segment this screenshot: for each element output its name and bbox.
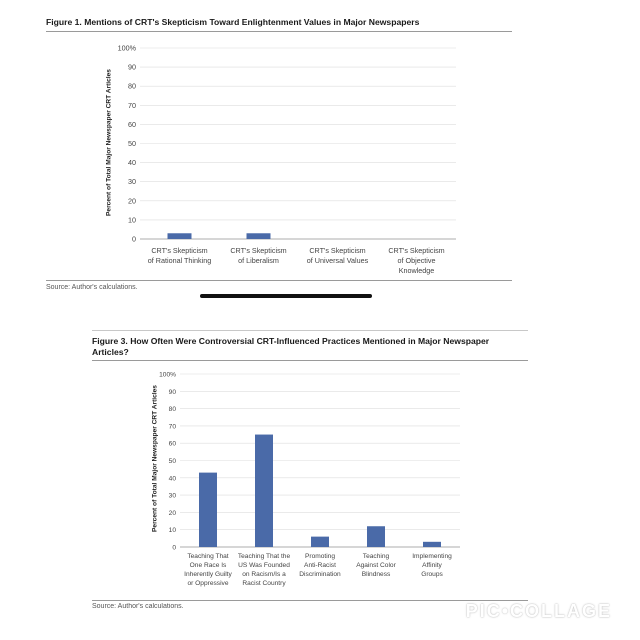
x-tick-label: Affinity	[422, 562, 442, 569]
x-tick-label: on Racism/Is a	[242, 571, 286, 578]
y-tick-label: 30	[168, 492, 176, 500]
x-tick-label: Teaching That	[187, 553, 229, 560]
bar	[423, 542, 441, 547]
y-tick-label: 50	[168, 458, 176, 465]
y-tick-label: 90	[168, 388, 176, 396]
y-tick-label: 70	[168, 423, 176, 431]
y-tick-label: 20	[128, 196, 136, 206]
x-tick-label: CRT's Skepticism	[151, 246, 208, 255]
y-tick-label: 40	[168, 475, 176, 483]
y-tick-label: 10	[128, 215, 136, 225]
figure3-y-axis-title: Percent of Total Major Newspaper CRT Articles	[151, 385, 159, 532]
figure3-title-line1: Figure 3. How Often Were Controversial CRT-Influenced Practices Mentioned in Major Newspaper	[92, 336, 490, 346]
y-tick-label: 100%	[159, 371, 176, 379]
x-tick-label: Implementing	[412, 553, 452, 560]
x-tick-label: Discrimination	[299, 571, 341, 578]
x-tick-label: Anti-Racist	[304, 562, 336, 569]
y-tick-label: 70	[128, 100, 136, 110]
x-tick-label: of Universal Values	[306, 256, 369, 265]
x-tick-label: Teaching	[362, 553, 390, 560]
y-tick-label: 0	[132, 234, 136, 244]
y-tick-label: 40	[128, 158, 136, 168]
y-tick-label: 80	[128, 81, 136, 91]
y-tick-label: 100%	[117, 43, 136, 53]
figure3-bottom-rule	[92, 600, 528, 601]
figure1-title: Figure 1. Mentions of CRT's Skepticism Toward Enlightenment Values in Major Newspapers	[46, 17, 420, 27]
y-tick-label: 20	[168, 509, 176, 517]
y-tick-label: 60	[128, 119, 136, 129]
x-tick-label: Inherently Guilty	[184, 571, 232, 578]
figure3-title-line2: Articles?	[92, 347, 129, 357]
y-tick-label: 10	[168, 527, 176, 535]
bar	[199, 473, 217, 547]
x-tick-label: Promoting	[304, 553, 336, 560]
x-tick-label: or Oppressive	[187, 580, 229, 587]
x-tick-label: One Race Is	[189, 562, 227, 569]
x-tick-label: of Objective	[397, 256, 436, 265]
x-tick-label: CRT's Skepticism	[309, 246, 366, 255]
x-tick-label: Racist Country	[242, 580, 286, 587]
x-tick-label: CRT's Skepticism	[388, 246, 445, 255]
x-tick-label: CRT's Skepticism	[230, 246, 287, 255]
x-tick-label: Groups	[421, 571, 443, 578]
y-tick-label: 0	[172, 544, 176, 552]
y-tick-label: 30	[128, 177, 136, 187]
x-tick-label: Blindness	[361, 571, 391, 578]
x-tick-label: Teaching That the	[237, 553, 291, 560]
bar	[311, 537, 329, 547]
x-tick-label: Against Color	[356, 562, 396, 569]
x-tick-label: of Rational Thinking	[147, 256, 212, 265]
y-tick-label: 80	[168, 406, 176, 414]
bar	[367, 526, 385, 547]
bar	[255, 435, 273, 547]
figure3-source: Source: Author's calculations.	[92, 603, 184, 610]
figure1-y-axis-title: Percent of Total Major Newspaper CRT Articles	[105, 69, 113, 216]
figure1-source: Source: Author's calculations.	[46, 284, 138, 291]
x-tick-label: Knowledge	[398, 266, 435, 275]
x-tick-label: of Liberalism	[238, 256, 279, 265]
y-tick-label: 50	[128, 139, 136, 148]
y-tick-label: 90	[128, 62, 136, 72]
y-tick-label: 60	[168, 440, 176, 448]
x-tick-label: US Was Founded	[238, 562, 290, 569]
watermark-logo: PIC•COLLAGE	[465, 601, 612, 621]
